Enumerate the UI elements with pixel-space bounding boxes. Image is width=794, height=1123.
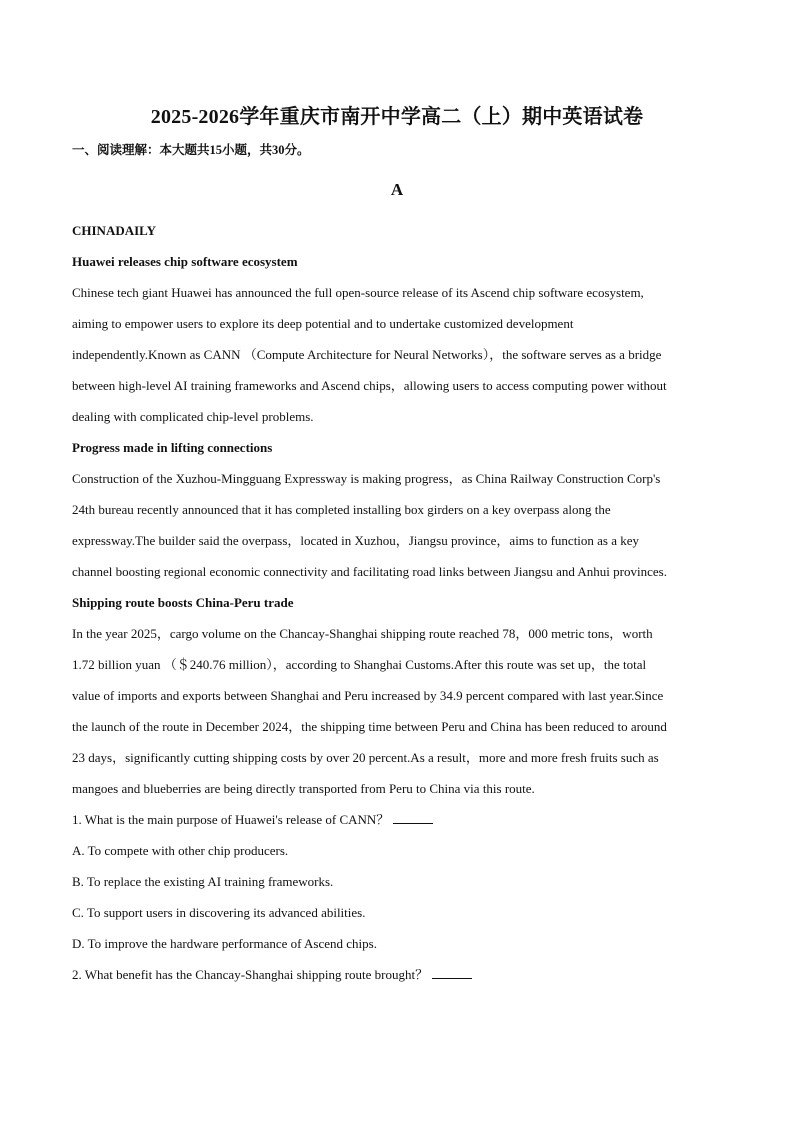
body-line: aiming to empower users to explore its deep potential and to undertake customized development — [72, 316, 574, 331]
body-line: dealing with complicated chip-level problems. — [72, 409, 314, 424]
article-expressway — [72, 432, 722, 587]
option-c[interactable]: C. To support users in discovering its advanced abilities. — [72, 905, 366, 920]
section-header: 一、阅读理解：本大题共15小题，共30分。 — [72, 143, 310, 157]
answer-blank[interactable] — [393, 811, 433, 824]
body-line: value of imports and exports between Shanghai and Peru increased by 34.9 percent compared with last year.Since — [72, 688, 664, 703]
article-huawei — [72, 246, 722, 432]
question-stem — [72, 804, 722, 835]
body-line: mangoes and blueberries are being directly transported from Peru to China via this route. — [72, 781, 535, 796]
article-headline: Huawei releases chip software ecosystem — [72, 254, 298, 269]
body-line: 1.72 billion yuan （＄240.76 million），according to Shanghai Customs.After this route was set up，the total — [72, 657, 647, 672]
body-line: 24th bureau recently announced that it has completed installing box girders on a key overpass along the — [72, 502, 611, 517]
passage-source: CHINADAILY — [72, 223, 157, 238]
article-headline: Progress made in lifting connections — [72, 440, 273, 455]
body-line: the launch of the route in December 2024，the shipping time between Peru and China has been reduced to around — [72, 719, 667, 734]
exam-title: 2025-2026学年重庆市南开中学高二（上）期中英语试卷 — [150, 106, 644, 128]
answer-blank[interactable] — [432, 966, 472, 979]
body-line: In the year 2025，cargo volume on the Chancay-Shanghai shipping route reached 78，000 metric tons，worth — [72, 626, 653, 641]
passage-letter: A — [390, 180, 404, 199]
body-line: expressway.The builder said the overpass，located in Xuzhou，Jiangsu province，aims to function as a key — [72, 533, 640, 548]
article-body — [72, 618, 722, 804]
body-line: Construction of the Xuzhou-Mingguang Expressway is making progress，as China Railway Construction Corp's — [72, 471, 661, 486]
body-line: independently.Known as CANN （Compute Architecture for Neural Networks），the software serves as a bridge — [72, 347, 662, 362]
article-body — [72, 277, 722, 432]
question-text: 2. What benefit has the Chancay-Shanghai shipping route brought？ — [72, 967, 429, 982]
article-shipping — [72, 587, 722, 804]
question-2 — [72, 959, 722, 990]
option-d[interactable]: D. To improve the hardware performance of Ascend chips. — [72, 936, 377, 951]
option-b[interactable]: B. To replace the existing AI training frameworks. — [72, 874, 334, 889]
body-line: between high-level AI training frameworks and Ascend chips，allowing users to access computing power without — [72, 378, 667, 393]
body-line: channel boosting regional economic connectivity and facilitating road links between Jiangsu and Anhui provinces. — [72, 564, 667, 579]
article-body — [72, 463, 722, 587]
question-text: 1. What is the main purpose of Huawei's release of CANN？ — [72, 812, 390, 827]
body-line: Chinese tech giant Huawei has announced the full open-source release of its Ascend chip software ecosystem, — [72, 285, 644, 300]
option-a[interactable]: A. To compete with other chip producers. — [72, 843, 289, 858]
question-1 — [72, 804, 722, 959]
body-line: 23 days，significantly cutting shipping costs by over 20 percent.As a result，more and more fresh fruits such as — [72, 750, 659, 765]
article-headline: Shipping route boosts China-Peru trade — [72, 595, 294, 610]
question-stem — [72, 959, 722, 990]
